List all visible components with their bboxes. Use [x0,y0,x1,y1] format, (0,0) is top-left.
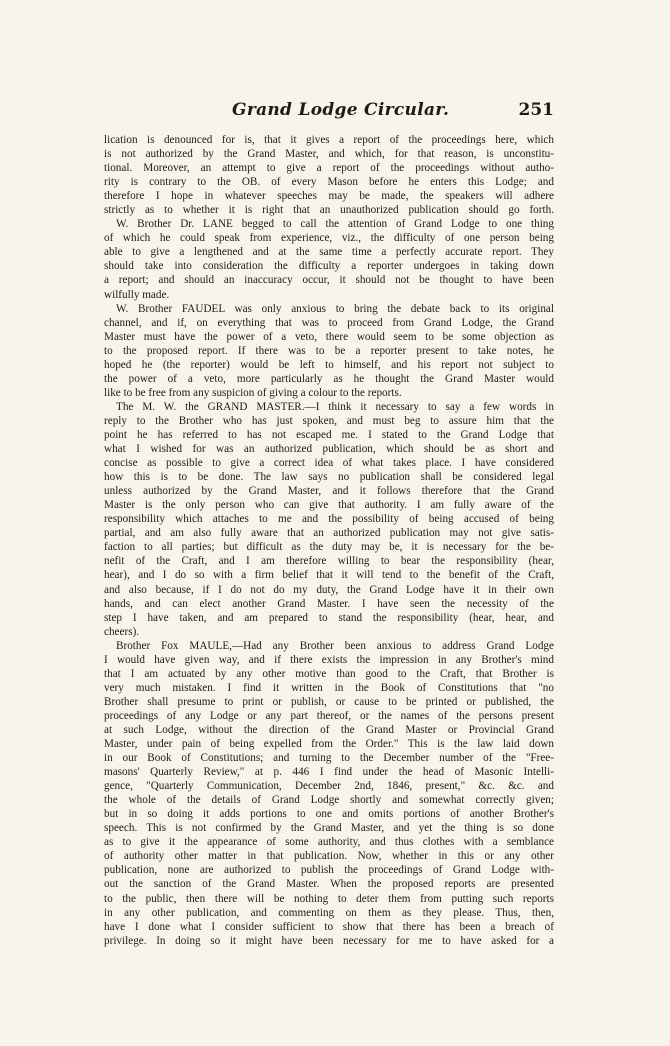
text-line: therefore I hope in whatever speeches may be made, the speakers will adhere [104,190,554,203]
page-number: 251 [518,100,554,120]
text-line: how this is to be done. The law says no publication shall be considered legal [104,471,554,484]
text-line: hands, and can elect another Grand Master. I have seen the necessity of the [104,597,554,610]
text-line: out the sanction of the Grand Master. When the proposed reports are presented [104,878,554,891]
text-line: speech. This is not confirmed by the Grand Master, and yet the thing is so done [104,822,554,835]
text-line: proceedings of any Lodge or any part thereof, or the names of the persons present [104,709,554,722]
text-line: Master, under pain of being expelled from the Order." This is the law laid down [104,738,554,751]
text-line: partial, and am also fully aware that an authorized publication may not give satis- [104,527,554,540]
text-line: channel, and if, on everything that was to proceed from Grand Lodge, the Grand [104,316,554,329]
text-line: masons' Quarterly Review," at p. 446 I find under the head of Masonic Intelli- [104,766,554,779]
body-text [104,133,554,948]
text-line: is not authorized by the Grand Master, and which, for that reason, is unconstitu- [104,148,554,161]
text-line: tional. Moreover, an attempt to give a report of the proceedings without autho- [104,162,554,175]
text-line: and also because, if I do not do my duty, the Grand Lodge have it in their own [104,583,554,596]
text-line: responsibility which attaches to me and the possibility of being accused of being [104,513,554,526]
text-line: at such Lodge, without the direction of the Grand Master or Provincial Grand [104,723,554,736]
text-line: that I am actuated by any other motive than good to the Craft, that Brother is [104,667,554,680]
running-title: Grand Lodge Circular. [232,100,450,120]
text-line: have I done what I consider sufficient to show that there has been a breach of [104,920,554,933]
text-line: W. Brother Dr. LANE begged to call the attention of Grand Lodge to one thing [116,218,554,231]
text-line: wilfully made. [104,288,170,301]
text-line: privilege. In doing so it might have been necessary for me to have asked for a [104,934,554,947]
text-line: unless authorized by the Grand Master, and it follows therefore that the Grand [104,485,554,498]
text-line: in any other publication, and commenting on them as they please. Thus, then, [104,906,554,919]
running-head [104,100,554,126]
text-line: the power of a veto, more particularly as he thought the Grand Master would [104,372,554,385]
text-line: point he has referred to has not escaped me. I stated to the Grand Lodge that [104,428,554,441]
text-line: The M. W. the GRAND MASTER.—I think it necessary to say a few words in [116,400,554,413]
text-line: to the public, then there will be nothing to deter them from putting such reports [104,892,554,905]
text-line: like to be free from any suspicion of giving a colour to the reports. [104,386,402,399]
text-line: publication, none are authorized to publish the proceedings of Grand Lodge with- [104,864,554,877]
text-line: able to give a lengthened and at the same time a perfectly accurate report. They [104,246,554,259]
text-line: hoped he (the reporter) would be left to himself, and his report not subject to [104,358,554,371]
text-line: the whole of the details of Grand Lodge shortly and somewhat correctly given; [104,794,554,807]
text-line: a report; and should an inaccuracy occur, it should not be thought to have been [104,274,554,287]
text-line: Master is the only person who can give that authority. I am fully aware of the [104,499,554,512]
text-line: step I have taken, and am prepared to stand the responsibility (hear, hear, and [104,611,554,624]
text-line: I would have given way, and if there exists the impression in any Brother's mind [104,653,554,666]
text-line: but in so doing it adds portions to one and omits portions of another Brother's [104,808,554,821]
text-line: of authority other matter in that publication. Now, whether in this or any other [104,850,554,863]
text-line: very much mistaken. I find it written in the Book of Constitutions that "no [104,681,554,694]
text-line: rity is contrary to the OB. of every Mason before he enters this Lodge; and [104,176,554,189]
text-line: nefit of the Craft, and I am therefore willing to bear the responsibility (hear, [104,555,554,568]
text-line: concise as possible to give a correct idea of what takes place. I have considered [104,457,554,470]
text-line: should take into consideration the difficulty a reporter undergoes in taking down [104,260,554,273]
text-line: strictly as to whether it is right that an unauthorized publication should go forth. [104,204,554,217]
text-line: lication is denounced for is, that it gives a report of the proceedings here, which [104,134,554,146]
text-line: Master must have the power of a veto, there would seem to be some objection as [104,330,554,343]
text-line: cheers). [104,625,140,638]
text-line: to the proposed report. If there was to be a reporter present to take notes, he [104,344,554,357]
text-line: what I wished for was an authorized publication, which should be as short and [104,443,554,456]
text-line: of which he could speak from experience, viz., the difficulty of one person being [104,232,554,245]
text-line: hear), and I do so with a firm belief that it will tend to the benefit of the Craft, [104,569,554,582]
text-line: as to give it the appearance of some authority, and thus clothes with a semblance [104,836,554,849]
text-line: in our Book of Constitutions; and turning to the December number of the "Free- [104,752,554,765]
text-line: faction to all parties; but difficult as the duty may be, it is necessary for the be- [104,541,554,554]
text-line: gence, "Quarterly Communication, December 2nd, 1846, present," &c. &c. and [104,780,554,793]
text-line: Brother shall presume to print or publish, or cause to be printed or published, the [104,695,554,708]
text-line: reply to the Brother who has just spoken, and must beg to assure him that the [104,414,554,427]
text-line: W. Brother FAUDEL was only anxious to bring the debate back to its original [116,302,554,315]
text-line: Brother Fox MAULE,—Had any Brother been anxious to address Grand Lodge [116,639,554,652]
